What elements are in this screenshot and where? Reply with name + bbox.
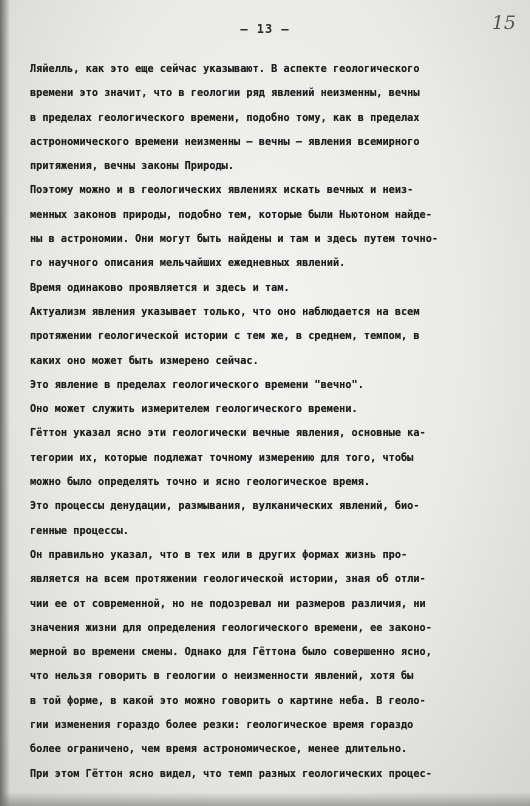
text-line: менных законов природы, подобно тем, которые были Ньютоном найде- <box>30 209 432 221</box>
text-line: ны в астрономии. Они могут быть найдены и там и здесь путем точно- <box>30 234 439 246</box>
text-line: более ограничено, чем время астрономическое, менее длительно. <box>30 744 408 756</box>
text-line: го научного описания мельчайших ежедневных явлений. <box>30 258 346 270</box>
text-line: является на всем протяжении геологической истории, зная об отли- <box>30 574 426 586</box>
text-line: При этом Гёттон ясно видел, что темп разных геологических процес- <box>30 768 432 780</box>
text-line: в пределах геологического времени, подобно тому, как в пределах <box>30 112 420 124</box>
text-line: можно было определять точно и ясно геологическое время. <box>30 477 371 489</box>
handwritten-folio-number: 15 <box>491 12 516 34</box>
text-line: Гёттон указал ясно эти геологически вечные явления, основные ка- <box>30 428 426 440</box>
text-line: Это процессы денудации, размывания, вулканических явлений, био- <box>30 501 420 513</box>
text-line: Поэтому можно и в геологических явлениях искать вечных и неиз- <box>30 185 414 197</box>
text-line: Оно может служить измерителем геологического времени. <box>30 404 358 416</box>
scan-left-shadow <box>0 0 10 806</box>
text-line: астрономического времени неизменны — вечны — явления всемирного <box>30 136 420 148</box>
text-line: притяжения, вечны законы Природы. <box>30 161 235 173</box>
typed-body-text <box>30 58 510 787</box>
text-line: генные процессы. <box>30 525 129 537</box>
text-line: Время одинаково проявляется и здесь и там. <box>30 282 290 294</box>
text-line: времени это значит, что в геологии ряд явлений неизменны, вечны <box>30 88 420 100</box>
text-line: гии изменения гораздо более резки: геологическое время гораздо <box>30 720 414 732</box>
scan-bottom-shadow <box>0 792 530 806</box>
text-line: Актуализм явления указывает только, что оно наблюдается на всем <box>30 306 420 318</box>
text-line: значения жизни для определения геологического времени, ее законо- <box>30 622 432 634</box>
text-line: тегории их, которые подлежат точному измерению для того, чтобы <box>30 452 414 464</box>
text-line: каких оно может быть измерено сейчас. <box>30 355 259 367</box>
text-line: Ляйелль, как это еще сейчас указывают. В аспекте геологического <box>30 64 420 75</box>
page-number: — 13 — <box>240 22 290 36</box>
text-line: что нельзя говорить в геологии о неизменности явлений, хотя бы <box>30 671 414 683</box>
text-line: мерной во времени смены. Однако для Гёттона было совершенно ясно, <box>30 647 432 659</box>
text-line: в той форме, в какой это можно говорить о картине неба. В геоло- <box>30 695 426 707</box>
text-line: Это явление в пределах геологического времени "вечно". <box>30 379 364 391</box>
text-line: чии ее от современной, но не подозревал ни размеров различия, ни <box>30 598 426 610</box>
text-line: протяжении геологической истории с тем же, в среднем, темпом, в <box>30 331 420 343</box>
text-line: Он правильно указал, что в тех или в других формах жизнь про- <box>30 549 408 561</box>
